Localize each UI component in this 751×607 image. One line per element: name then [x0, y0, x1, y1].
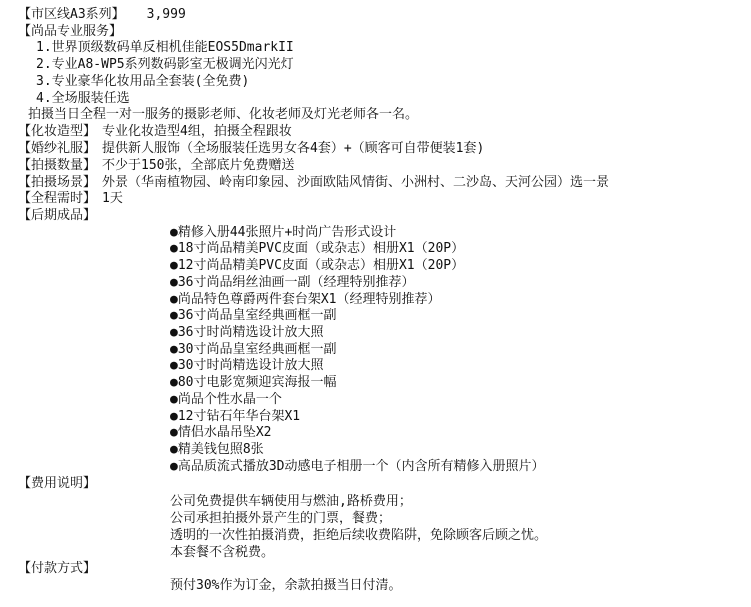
detail-value: 1天: [102, 191, 123, 206]
service-item: 1.世界顶级数码单反相机佳能EOS5DmarkII: [36, 40, 294, 55]
package-header: [18, 7, 186, 23]
package-price: 3,999: [146, 7, 186, 22]
detail-label: 【全程需时】: [18, 191, 97, 206]
product-item: ●尚品特色尊爵两件套台架X1（经理特别推荐）: [170, 292, 441, 307]
product-item: ●30寸时尚精选设计放大照: [170, 358, 324, 373]
fees-heading: 【费用说明】: [18, 476, 97, 491]
detail-value: 外景（华南植物园、岭南印象园、沙面欧陆风情街、小洲村、二沙岛、天河公园）选一景: [102, 175, 610, 190]
detail-label: 【婚纱礼服】: [18, 141, 97, 156]
detail-row-quantity: [18, 158, 295, 174]
detail-value: 不少于150张，全部底片免费赠送: [102, 158, 295, 173]
service-item: 3.专业豪华化妆用品全套装(全免费): [36, 74, 250, 89]
fee-item: 公司免费提供车辆使用与燃油,路桥费用；: [170, 494, 412, 509]
fee-item: 本套餐不含税费。: [170, 545, 275, 560]
product-item: ●精修入册44张照片+时尚广告形式设计: [170, 225, 397, 240]
products-heading: 【后期成品】: [18, 208, 97, 223]
product-item: ●18寸尚品精美PVC皮面（或杂志）相册X1（20P）: [170, 241, 465, 256]
detail-row-makeup: [18, 124, 292, 140]
product-item: ●精美钱包照8张: [170, 442, 264, 457]
service-item: 2.专业A8-WP5系列数码影室无极调光闪光灯: [36, 57, 294, 72]
service-item: 4.全场服装任选: [36, 91, 130, 106]
detail-label: 【化妆造型】: [18, 124, 97, 139]
detail-value: 提供新人服饰（全场服装任选男女各4套）+（顾客可自带便装1套): [102, 141, 485, 156]
services-heading: 【尚品专业服务】: [18, 24, 123, 39]
detail-row-scene: [18, 175, 609, 191]
product-item: ●36寸时尚精选设计放大照: [170, 325, 324, 340]
product-item: ●尚品个性水晶一个: [170, 392, 282, 407]
detail-label: 【拍摄数量】: [18, 158, 97, 173]
product-item: ●高品质流式播放3D动感电子相册一个（内含所有精修入册照片）: [170, 459, 545, 474]
product-item: ●36寸尚品绢丝油画一副（经理特别推荐）: [170, 275, 415, 290]
detail-value: 专业化妆造型4组，拍摄全程跟妆: [102, 124, 292, 139]
product-item: ●80寸电影宽频迎宾海报一幅: [170, 375, 337, 390]
product-item: ●情侣水晶吊坠X2: [170, 425, 272, 440]
payment-item: 预付30%作为订金，余款拍摄当日付清。: [170, 578, 402, 593]
detail-label: 【拍摄场景】: [18, 175, 97, 190]
fee-item: 公司承担拍摄外景产生的门票，餐费；: [170, 511, 392, 526]
package-title: 【市区线A3系列】: [18, 7, 125, 22]
services-note: 拍摄当日全程一对一服务的摄影老师、化妆老师及灯光老师各一名。: [28, 107, 419, 122]
product-item: ●12寸钻石年华台架X1: [170, 409, 301, 424]
payment-heading: 【付款方式】: [18, 561, 97, 576]
detail-row-duration: [18, 191, 123, 207]
detail-row-dress: [18, 141, 484, 157]
fee-item: 透明的一次性拍摄消费，拒绝后续收费陷阱，免除顾客后顾之忧。: [170, 528, 548, 543]
product-item: ●12寸尚品精美PVC皮面（或杂志）相册X1（20P）: [170, 258, 465, 273]
product-item: ●30寸尚品皇室经典画框一副: [170, 342, 337, 357]
product-item: ●36寸尚品皇室经典画框一副: [170, 308, 337, 323]
